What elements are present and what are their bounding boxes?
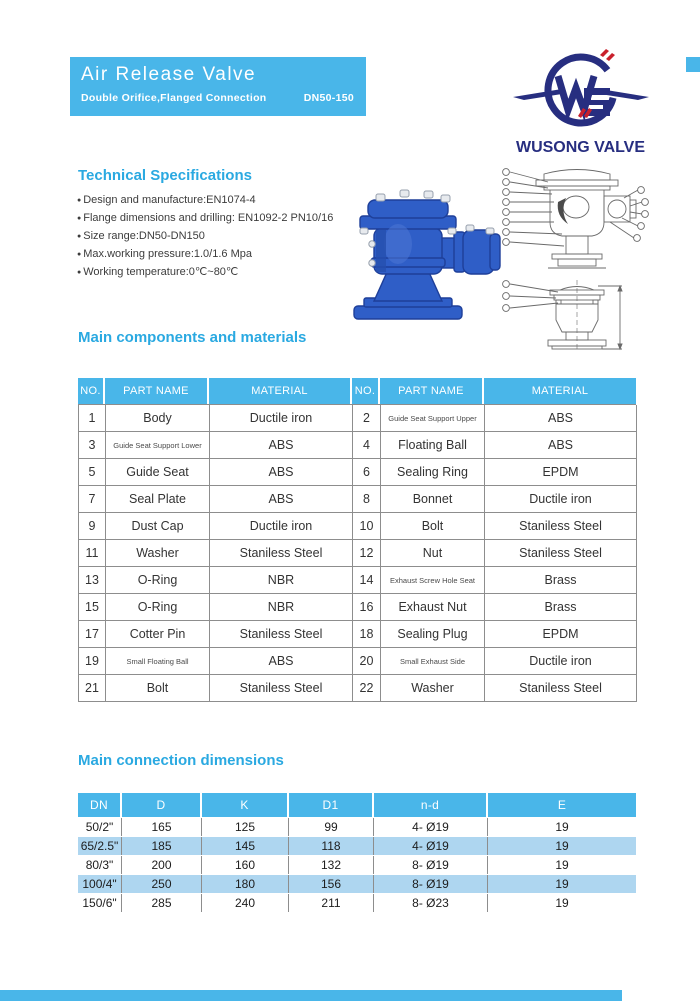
- column-header: MATERIAL: [484, 378, 636, 404]
- table-cell: 4- Ø19: [374, 818, 488, 836]
- table-cell: 150/6": [78, 894, 122, 912]
- table-cell: Washer: [106, 540, 210, 567]
- table-cell: 22: [353, 675, 381, 702]
- dimensions-table-header: [78, 793, 636, 817]
- table-cell: 200: [122, 856, 202, 874]
- table-cell: Body: [106, 405, 210, 432]
- dimensions-table: [78, 793, 636, 913]
- table-cell: ABS: [210, 648, 353, 675]
- section-heading-connection-dimensions: Main connection dimensions: [78, 752, 284, 769]
- table-cell: ABS: [485, 432, 637, 459]
- table-cell: Staniless Steel: [210, 621, 353, 648]
- table-cell: 285: [122, 894, 202, 912]
- spec-item-text: Size range:DN50-DN150: [83, 230, 205, 242]
- table-cell: Sealing Ring: [381, 459, 485, 486]
- table-cell: Staniless Steel: [485, 540, 637, 567]
- footer-accent-bar: [0, 990, 622, 1001]
- table-cell: 99: [289, 818, 374, 836]
- table-cell: Bonnet: [381, 486, 485, 513]
- table-cell: EPDM: [485, 459, 637, 486]
- column-header: D1: [289, 793, 374, 817]
- table-row: [78, 875, 636, 893]
- table-cell: 4: [353, 432, 381, 459]
- table-row: [79, 648, 636, 675]
- spec-item-text: Max.working pressure:1.0/1.6 Mpa: [83, 248, 252, 260]
- table-cell: 125: [202, 818, 289, 836]
- table-cell: 118: [289, 837, 374, 855]
- table-cell: 10: [353, 513, 381, 540]
- spec-item: [77, 210, 367, 228]
- column-header: K: [202, 793, 289, 817]
- table-cell: 156: [289, 875, 374, 893]
- table-cell: ABS: [210, 432, 353, 459]
- table-cell: 180: [202, 875, 289, 893]
- brand-logo: [512, 40, 650, 158]
- table-cell: Small Floating Ball: [106, 648, 210, 675]
- table-cell: 132: [289, 856, 374, 874]
- table-cell: Sealing Plug: [381, 621, 485, 648]
- bullet-icon: ●: [77, 197, 82, 204]
- table-row: [78, 837, 636, 855]
- column-header: NO.: [352, 378, 380, 404]
- table-row: [78, 894, 636, 912]
- components-table: [78, 378, 636, 702]
- table-cell: Exhaust Nut: [381, 594, 485, 621]
- table-cell: Brass: [485, 567, 637, 594]
- table-cell: 6: [353, 459, 381, 486]
- table-row: [79, 621, 636, 648]
- table-cell: NBR: [210, 567, 353, 594]
- dimensions-table-body: [78, 818, 636, 912]
- table-row: [79, 513, 636, 540]
- column-header: E: [488, 793, 636, 817]
- table-cell: 160: [202, 856, 289, 874]
- table-cell: 12: [353, 540, 381, 567]
- table-row: [79, 459, 636, 486]
- top-right-accent-bar: [686, 57, 700, 72]
- spec-item: [77, 228, 367, 246]
- table-cell: Guide Seat Support Lower: [106, 432, 210, 459]
- table-cell: Washer: [381, 675, 485, 702]
- table-cell: EPDM: [485, 621, 637, 648]
- table-cell: 19: [555, 896, 569, 910]
- table-cell: 8- Ø19: [374, 856, 488, 874]
- table-cell: 14: [353, 567, 381, 594]
- table-cell: Staniless Steel: [485, 513, 637, 540]
- table-cell: Floating Ball: [381, 432, 485, 459]
- table-cell: Ductile iron: [485, 648, 637, 675]
- product-subtitle: Double Orifice,Flanged Connection: [81, 92, 267, 104]
- bullet-icon: ●: [77, 269, 82, 276]
- table-cell: 240: [202, 894, 289, 912]
- spec-item-text: Flange dimensions and drilling: EN1092-2 PN10/16: [83, 212, 334, 224]
- column-header: n-d: [374, 793, 488, 817]
- table-cell: 18: [353, 621, 381, 648]
- table-cell: 20: [353, 648, 381, 675]
- spec-item-text: Working temperature:0℃~80℃: [83, 266, 239, 278]
- table-cell: 19: [555, 839, 569, 853]
- table-cell: 250: [122, 875, 202, 893]
- table-cell: Bolt: [381, 513, 485, 540]
- valve-product-photo: [338, 182, 506, 329]
- table-cell: 100/4": [78, 875, 122, 893]
- table-cell: Exhaust Screw Hole Seat: [381, 567, 485, 594]
- table-cell: 5: [79, 459, 106, 486]
- table-cell: 21: [79, 675, 106, 702]
- table-cell: 4- Ø19: [374, 837, 488, 855]
- table-cell: Bolt: [106, 675, 210, 702]
- table-row: [79, 540, 636, 567]
- table-cell: 19: [79, 648, 106, 675]
- table-cell: 19: [555, 858, 569, 872]
- table-cell: Small Exhaust Side: [381, 648, 485, 675]
- table-cell: ABS: [210, 459, 353, 486]
- table-cell: 80/3": [78, 856, 122, 874]
- table-cell: Guide Seat: [106, 459, 210, 486]
- table-cell: 17: [79, 621, 106, 648]
- table-cell: O-Ring: [106, 594, 210, 621]
- section-heading-main-components: Main components and materials: [78, 329, 307, 346]
- table-row: [79, 594, 636, 621]
- section-heading-technical-specifications: Technical Specifications: [78, 167, 252, 184]
- bullet-icon: ●: [77, 251, 82, 258]
- product-title: Air Release Valve: [81, 64, 257, 85]
- table-cell: ABS: [485, 405, 637, 432]
- table-cell: Dust Cap: [106, 513, 210, 540]
- spec-list: [77, 192, 367, 282]
- table-row: [78, 818, 636, 836]
- column-header: PART NAME: [105, 378, 209, 404]
- table-cell: Nut: [381, 540, 485, 567]
- table-cell: Ductile iron: [210, 405, 353, 432]
- column-header: NO.: [78, 378, 105, 404]
- valve-technical-drawing: [492, 160, 652, 363]
- column-header: DN: [78, 793, 122, 817]
- table-cell: 13: [79, 567, 106, 594]
- column-header: MATERIAL: [209, 378, 352, 404]
- table-cell: 185: [122, 837, 202, 855]
- table-cell: ABS: [210, 486, 353, 513]
- table-row: [79, 432, 636, 459]
- spec-item-text: Design and manufacture:EN1074-4: [83, 194, 256, 206]
- table-cell: 15: [79, 594, 106, 621]
- table-row: [79, 675, 636, 702]
- table-cell: 8: [353, 486, 381, 513]
- bullet-icon: ●: [77, 215, 82, 222]
- table-cell: 65/2.5": [78, 837, 122, 855]
- table-cell: 9: [79, 513, 106, 540]
- table-cell: Guide Seat Support Upper: [381, 405, 485, 432]
- wusong-logo-icon: [512, 40, 650, 158]
- table-cell: Seal Plate: [106, 486, 210, 513]
- bullet-icon: ●: [77, 233, 82, 240]
- table-cell: 7: [79, 486, 106, 513]
- table-cell: Cotter Pin: [106, 621, 210, 648]
- table-cell: 19: [555, 820, 569, 834]
- column-header: PART NAME: [380, 378, 484, 404]
- table-cell: O-Ring: [106, 567, 210, 594]
- column-header: D: [122, 793, 202, 817]
- table-cell: 1: [79, 405, 106, 432]
- table-cell: Staniless Steel: [210, 675, 353, 702]
- spec-item: [77, 192, 367, 210]
- table-cell: 50/2": [78, 818, 122, 836]
- spec-item: [77, 264, 367, 282]
- size-range-label: DN50-150: [303, 92, 354, 104]
- table-cell: 145: [202, 837, 289, 855]
- table-cell: Staniless Steel: [485, 675, 637, 702]
- brand-name: WUSONG VALVE: [516, 139, 646, 156]
- spec-item: [77, 246, 367, 264]
- table-cell: NBR: [210, 594, 353, 621]
- table-cell: 11: [79, 540, 106, 567]
- components-table-header: [78, 378, 636, 404]
- table-cell: 2: [353, 405, 381, 432]
- table-cell: 19: [555, 877, 569, 891]
- table-cell: 3: [79, 432, 106, 459]
- components-table-body: [78, 404, 636, 702]
- table-cell: 16: [353, 594, 381, 621]
- table-row: [79, 405, 636, 432]
- table-cell: 165: [122, 818, 202, 836]
- product-title-box: [70, 57, 366, 116]
- table-cell: Ductile iron: [485, 486, 637, 513]
- table-row: [78, 856, 636, 874]
- table-cell: Ductile iron: [210, 513, 353, 540]
- table-cell: Staniless Steel: [210, 540, 353, 567]
- table-row: [79, 486, 636, 513]
- table-cell: 211: [289, 894, 374, 912]
- table-row: [79, 567, 636, 594]
- table-cell: 8- Ø19: [374, 875, 488, 893]
- table-cell: 8- Ø23: [374, 894, 488, 912]
- table-cell: Brass: [485, 594, 637, 621]
